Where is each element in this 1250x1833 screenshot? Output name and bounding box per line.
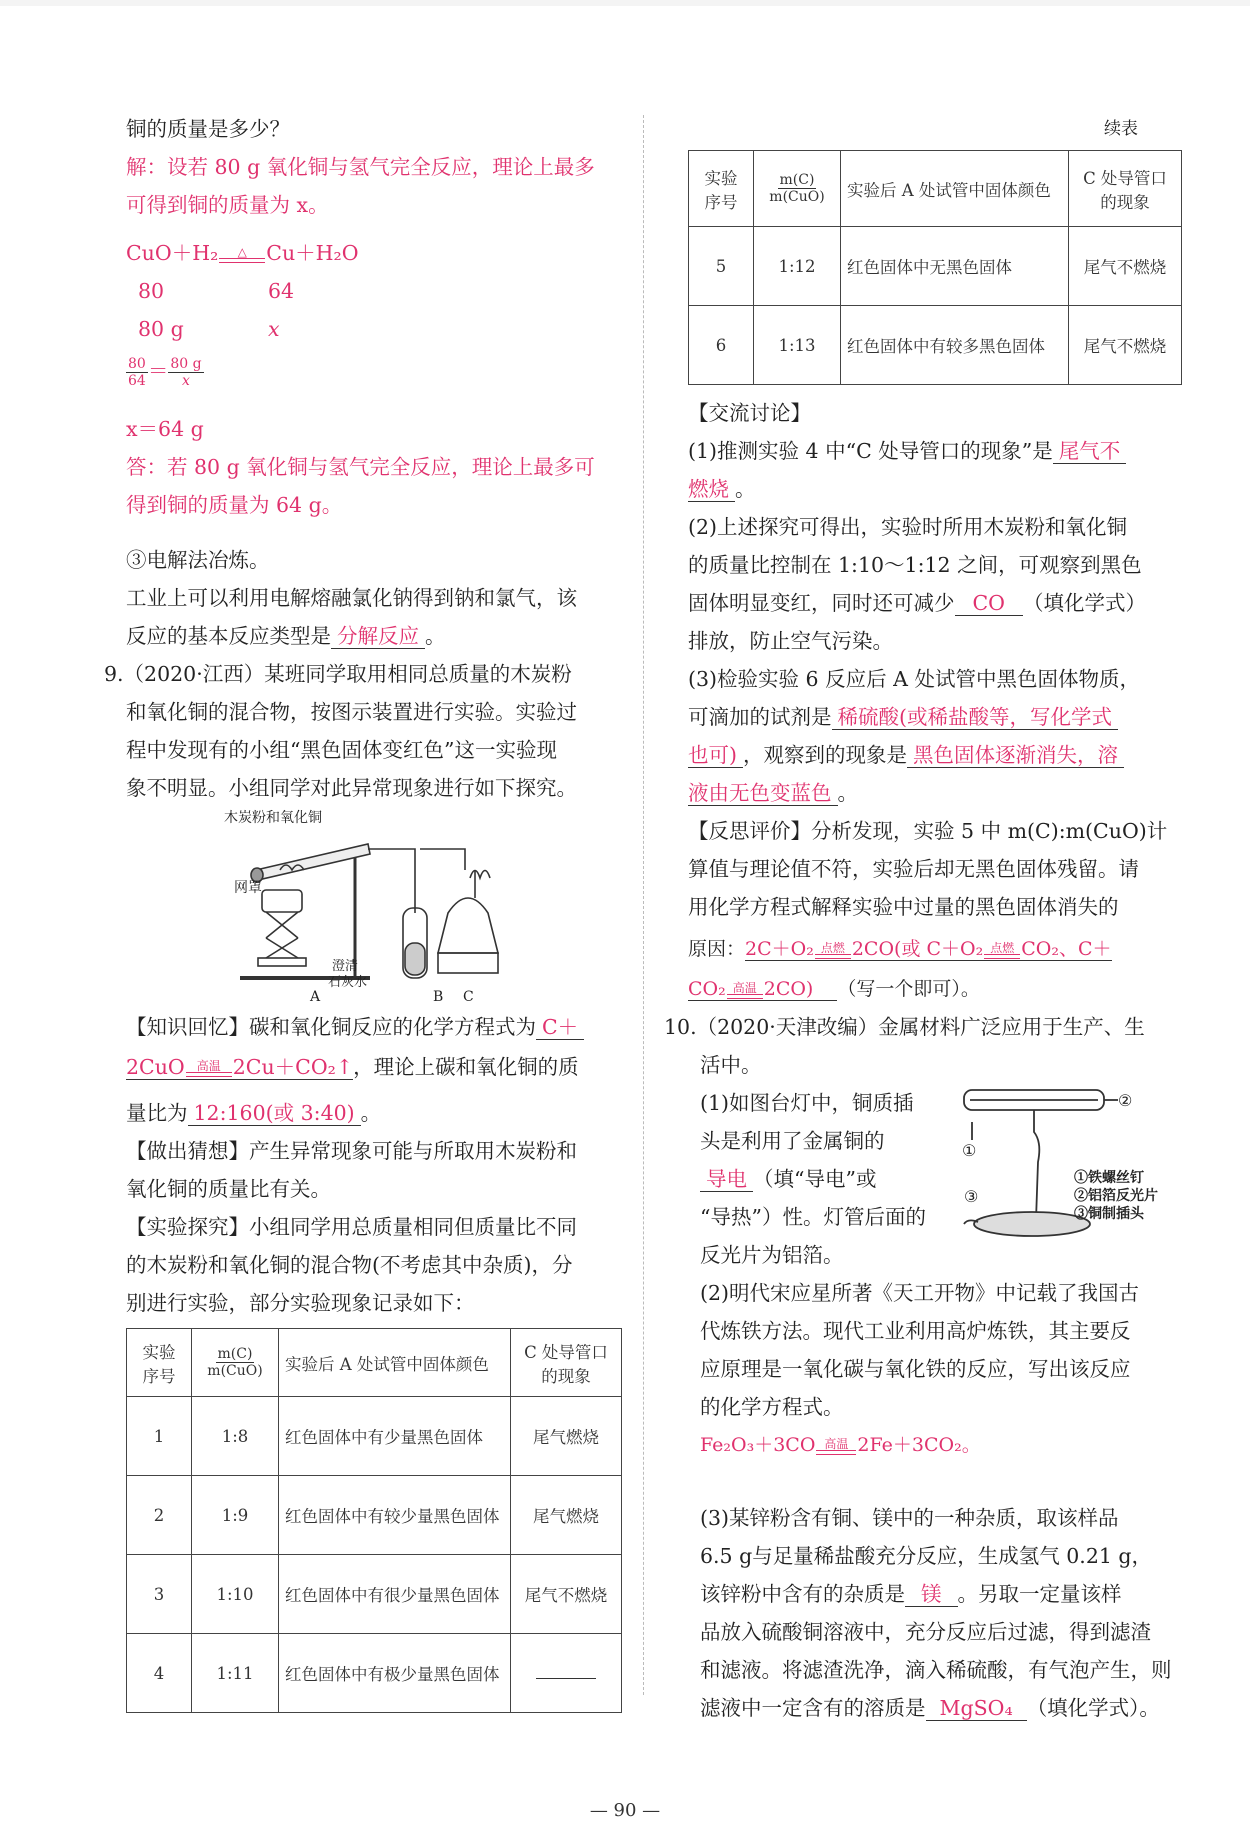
- th-no: 实验 序号: [689, 151, 754, 227]
- eq-left: CuO＋H₂: [126, 241, 219, 265]
- zinc-line-5: 和滤液。将滤渣洗净，滴入稀硫酸，有气泡产生，则: [700, 1658, 1172, 1682]
- th-c: C 处导管口的现象: [511, 1329, 622, 1397]
- zinc-line-3: 该锌粉中含有的杂质是 镁 。另取一定量该样: [700, 1582, 1122, 1606]
- zinc-answer-2: MgSO₄: [926, 1696, 1027, 1721]
- recall-line-2: 2CuO 高温 2Cu＋CO₂↑，理论上碳和氧化铜的质: [126, 1055, 579, 1079]
- lamp-line-3: 导电 （填“导电”或: [700, 1164, 876, 1194]
- iron-line-2: 代炼铁方法。现代工业利用高炉炼铁，其主要反: [700, 1319, 1131, 1343]
- reflection-line-2: 算值与理论值不符，实验后却无黑色固体残留。请: [688, 857, 1139, 881]
- eq-condition: △: [219, 246, 265, 263]
- page-number: — 90 —: [589, 1800, 661, 1821]
- fig-label-lime-2: 石灰水: [328, 975, 368, 990]
- results-table: [126, 1328, 622, 1713]
- solution-line-1: 解：设若 80 g 氧化铜与氢气完全反应，理论上最多: [126, 155, 595, 179]
- lamp-callout-2: ②: [1118, 1091, 1133, 1110]
- recall-answer-1: C＋: [536, 1015, 584, 1040]
- q9-line-1: 9.（2020·江西）某班同学取用相同总质量的木炭粉: [104, 662, 572, 686]
- column-divider: [643, 115, 644, 1695]
- th-ratio: $\frac{m(C)}{\text{m(CuO)}}$: [754, 151, 841, 227]
- lamp-answer: 导电: [700, 1167, 753, 1192]
- question-tail: 铜的质量是多少？: [126, 117, 290, 141]
- d2-line-3: 固体明显变红，同时还可减少 CO （填化学式）: [688, 591, 1146, 615]
- d2-line-1: (2)上述探究可得出，实验时所用木炭粉和氧化铜: [688, 515, 1128, 539]
- mass-80: 80: [138, 279, 165, 303]
- table-row: 2 1:9 红色固体中有较少量黑色固体 尾气燃烧: [127, 1476, 622, 1555]
- d1-answer-1: 尾气不: [1053, 439, 1127, 464]
- mass-64: 64: [268, 279, 295, 303]
- q10-line-1: 10.（2020·天津改编）金属材料广泛应用于生产、生: [664, 1015, 1145, 1039]
- q9-line-4: 象不明显。小组同学对此异常现象进行如下探究。: [126, 776, 577, 800]
- table-row: 5 1:12 红色固体中无黑色固体 尾气不燃烧: [689, 227, 1182, 306]
- frac-b-den: x: [181, 373, 190, 389]
- zinc-line-1: (3)某锌粉含有铜、镁中的一种杂质，取该样品: [700, 1506, 1119, 1530]
- reflection-line-5: CO₂ 高温 2CO) （写一个即可）。: [688, 978, 980, 1000]
- frac-a-den: 64: [128, 373, 146, 389]
- iron-line-4: 的化学方程式。: [700, 1395, 844, 1419]
- explore-line-1: 【实验探究】小组同学用总质量相同但质量比不同: [126, 1215, 577, 1239]
- proportion: [126, 356, 204, 389]
- results-table-continued: [688, 150, 1182, 385]
- equation-cuo-h2: [126, 238, 359, 268]
- th-color: 实验后 A 处试管中固体颜色: [279, 1329, 511, 1397]
- apparatus-figure: [220, 808, 520, 1003]
- explore-line-3: 别进行实验，部分实验现象记录如下：: [126, 1291, 475, 1315]
- lamp-figure: [962, 1082, 1184, 1242]
- reflection-line-4: 原因：2C＋O₂ 点燃 2CO(或 C＋O₂ 点燃 CO₂、C＋: [688, 938, 1112, 960]
- q10-line-2: 活中。: [700, 1053, 762, 1077]
- d3-answer-4: 液由无色变蓝色: [688, 781, 838, 806]
- discussion-title: 【交流讨论】: [688, 401, 811, 425]
- recall-ratio: 12:160(或 3:40): [188, 1101, 361, 1126]
- guess-line-1: 【做出猜想】产生异常现象可能与所取用木炭粉和: [126, 1139, 577, 1163]
- continued-label: 续表: [1104, 119, 1138, 139]
- iron-line-3: 应原理是一氧化碳与氧化铁的反应，写出该反应: [700, 1357, 1131, 1381]
- recall-line-3: 量比为 12:160(或 3:40) 。: [126, 1101, 382, 1125]
- zinc-line-4: 品放入硫酸铜溶液中，充分反应后过滤，得到滤渣: [700, 1620, 1151, 1644]
- top-edge: [0, 0, 1250, 6]
- electrolysis-title: ③电解法冶炼。: [126, 548, 270, 572]
- d3-line-2: 可滴加的试剂是 稀硫酸(或稀盐酸等，写化学式: [688, 702, 1118, 732]
- th-ratio: $\frac{m(C)}{\text{m(CuO)}}$: [192, 1329, 279, 1397]
- d3-line-1: (3)检验实验 6 反应后 A 处试管中黑色固体物质，: [688, 667, 1140, 691]
- d2-answer: CO: [955, 591, 1024, 616]
- fig-label-a: A: [310, 989, 321, 1003]
- lamp-line-2: 头是利用了金属铜的: [700, 1129, 885, 1153]
- frac-b-num: 80 g: [170, 356, 202, 372]
- recall-answer-2: 2CuO 高温 2Cu＋CO₂↑: [126, 1055, 354, 1079]
- d1-line-2: 燃烧 。: [688, 477, 756, 501]
- frac-a-num: 80: [128, 356, 146, 372]
- recall-line-1: 【知识回忆】碳和氧化铜反应的化学方程式为 C＋: [126, 1012, 584, 1042]
- table-row: 6 1:13 红色固体中有较多黑色固体 尾气不燃烧: [689, 306, 1182, 385]
- reflection-equation-1: 2C＋O₂ 点燃 2CO(或 C＋O₂ 点燃 CO₂、C＋: [745, 938, 1112, 960]
- blank-cell: [511, 1634, 622, 1713]
- d3-answer-2: 也可): [688, 743, 743, 768]
- fig-label-b: B: [433, 989, 444, 1003]
- d3-line-3: 也可) ，观察到的现象是 黑色固体逐渐消失，溶: [688, 740, 1124, 770]
- electrolysis-line-2: 反应的基本反应类型是 分解反应 。: [126, 624, 446, 648]
- q9-line-2: 和氧化铜的混合物，按图示装置进行实验。实验过: [126, 700, 577, 724]
- guess-line-2: 氧化铜的质量比有关。: [126, 1177, 331, 1201]
- d3-answer-3: 黑色固体逐渐消失，溶: [907, 743, 1124, 768]
- mass-80g: 80 g: [138, 317, 184, 341]
- d3-answer-1: 稀硫酸(或稀盐酸等，写化学式: [832, 705, 1119, 730]
- electrolysis-line-1: 工业上可以利用电解熔融氯化钠得到钠和氯气，该: [126, 586, 577, 610]
- reflection-line-1: 【反思评价】分析发现，实验 5 中 m(C):m(CuO)计: [688, 819, 1168, 843]
- table-row: 4 1:11 红色固体中有极少量黑色固体: [127, 1634, 622, 1713]
- zinc-answer: 镁: [905, 1582, 958, 1607]
- fig-label-net: 网罩: [234, 880, 262, 896]
- solution-line-2: 可得到铜的质量为 x。: [126, 193, 329, 217]
- th-color: 实验后 A 处试管中固体颜色: [841, 151, 1069, 227]
- zinc-line-2: 6.5 g与足量稀盐酸充分反应，生成氢气 0.21 g，: [700, 1544, 1153, 1568]
- lamp-line-5: 反光片为铝箔。: [700, 1243, 844, 1267]
- electrolysis-answer: 分解反应: [331, 624, 425, 649]
- lamp-legend-3: ③铜制插头: [1074, 1206, 1144, 1222]
- reflection-line-3: 用化学方程式解释实验中过量的黑色固体消失的: [688, 895, 1119, 919]
- iron-equation: Fe₂O₃＋3CO 高温 2Fe＋3CO₂。: [700, 1434, 981, 1456]
- lamp-legend-2: ②铝箔反光片: [1074, 1188, 1158, 1204]
- reflection-equation-2: CO₂ 高温 2CO): [688, 978, 837, 1001]
- fig-label-c: C: [463, 989, 474, 1003]
- table-row: 1 1:8 红色固体中有少量黑色固体 尾气燃烧: [127, 1397, 622, 1476]
- answer-line-2: 得到铜的质量为 64 g。: [126, 493, 343, 517]
- explore-line-2: 的木炭粉和氧化铜的混合物(不考虑其中杂质)，分: [126, 1253, 573, 1277]
- lamp-callout-3: ③: [964, 1187, 979, 1206]
- lamp-line-4: “导热”）性。灯管后面的: [700, 1205, 926, 1229]
- d3-line-4: 液由无色变蓝色 。: [688, 781, 858, 805]
- frac-eq: ＝: [147, 359, 169, 383]
- lamp-legend-1: ①铁螺丝钉: [1074, 1170, 1144, 1186]
- d1-answer-2: 燃烧: [688, 477, 735, 502]
- iron-line-1: (2)明代宋应星所著《天工开物》中记载了我国古: [700, 1281, 1140, 1305]
- q9-line-3: 程中发现有的小组“黑色固体变红色”这一实验现: [126, 738, 557, 762]
- answer-line-1: 答：若 80 g 氧化铜与氢气完全反应，理论上最多可: [126, 455, 595, 479]
- fig-label-lime-1: 澄清: [332, 959, 359, 974]
- lamp-callout-1: ①: [962, 1141, 977, 1160]
- d1-line-1: (1)推测实验 4 中“C 处导管口的现象”是 尾气不: [688, 436, 1126, 466]
- lamp-line-1: (1)如图台灯中，铜质插: [700, 1091, 914, 1115]
- result-x: x＝64 g: [126, 417, 204, 441]
- th-c: C 处导管口的现象: [1069, 151, 1182, 227]
- th-no: 实验 序号: [127, 1329, 192, 1397]
- fig-label-top: 木炭粉和氧化铜: [224, 810, 322, 826]
- table-row: 3 1:10 红色固体中有很少量黑色固体 尾气不燃烧: [127, 1555, 622, 1634]
- d2-line-2: 的质量比控制在 1:10～1:12 之间，可观察到黑色: [688, 553, 1142, 577]
- eq-right: Cu＋H₂O: [266, 241, 359, 265]
- zinc-line-6: 滤液中一定含有的溶质是 MgSO₄ （填化学式）。: [700, 1696, 1160, 1720]
- d2-line-4: 排放，防止空气污染。: [688, 629, 893, 653]
- mass-x: x: [268, 317, 280, 341]
